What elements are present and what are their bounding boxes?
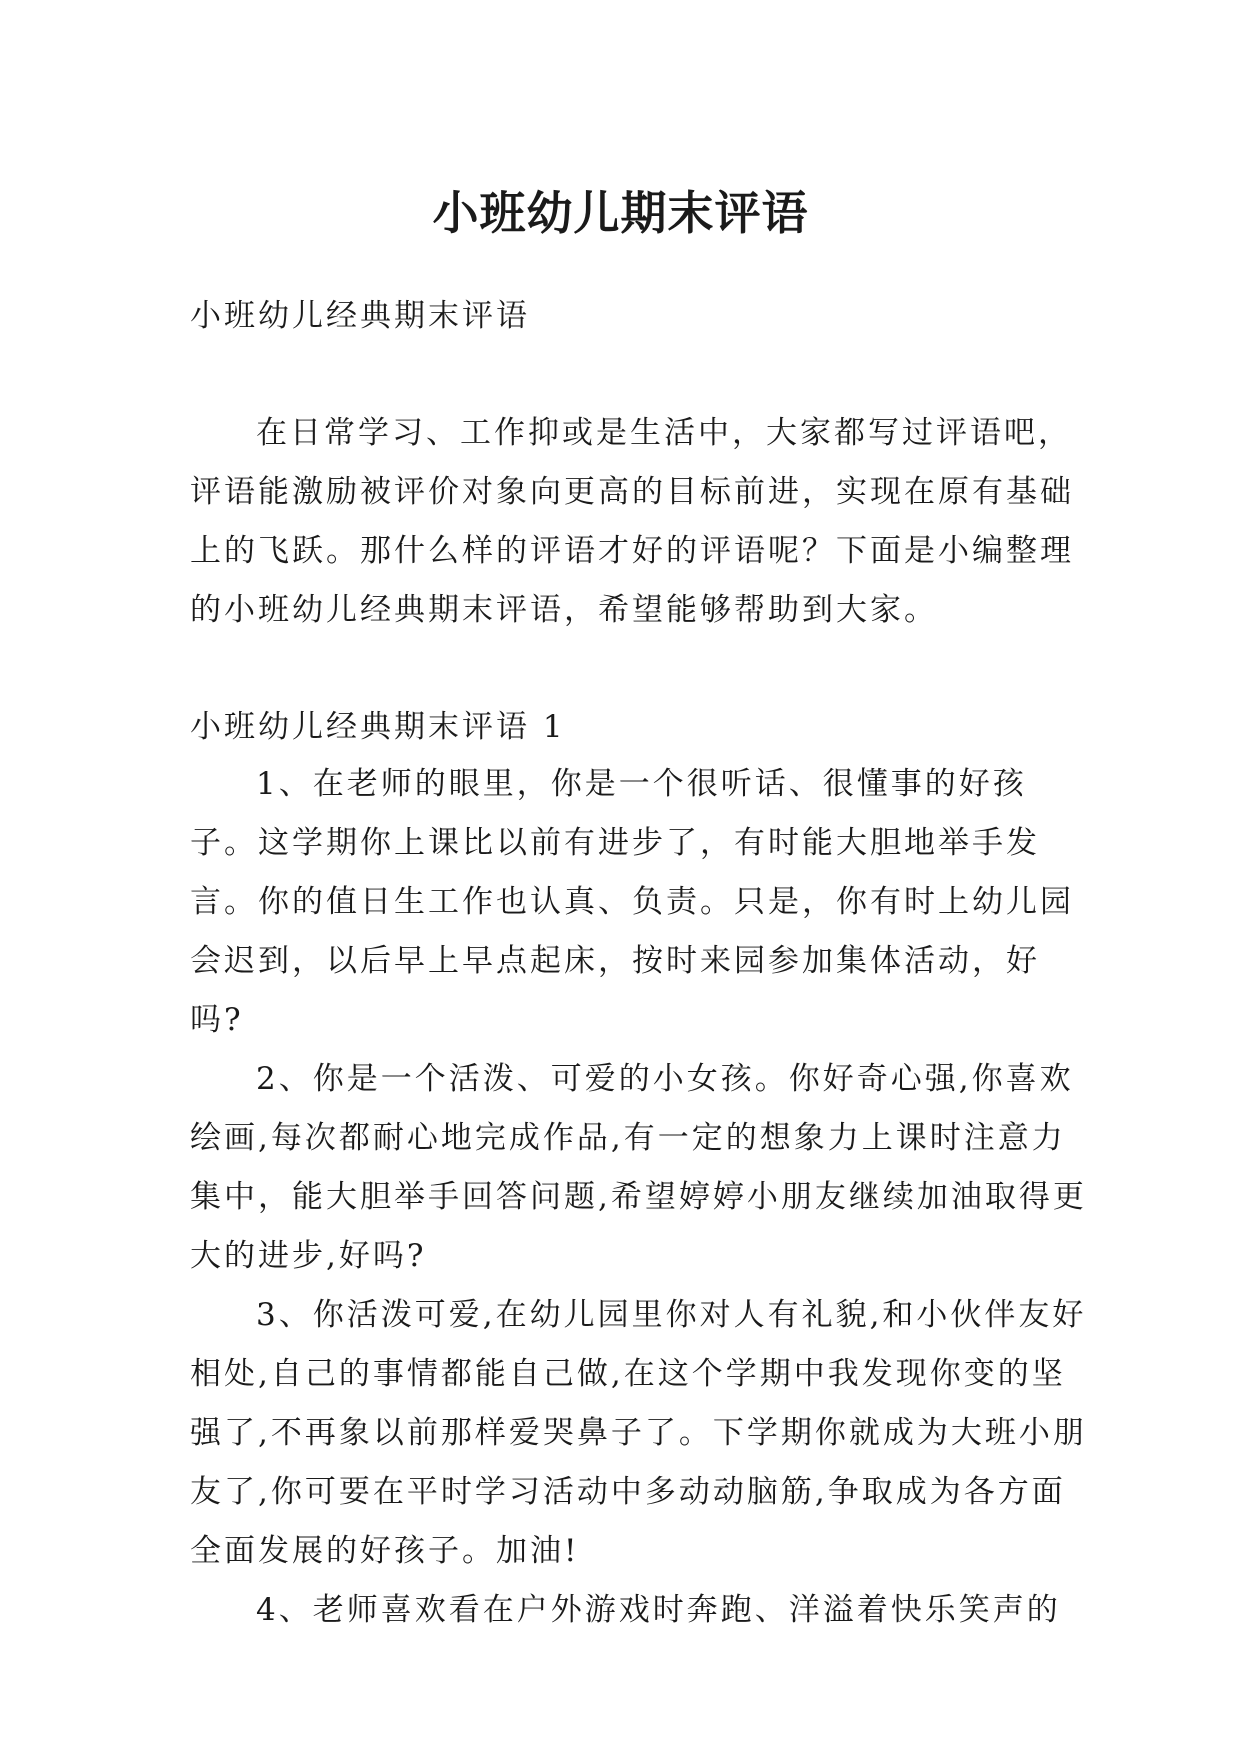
comment-item-1: 1、在老师的眼里，你是一个很听话、很懂事的好孩子。这学期你上课比以前有进步了，有时能大胆地举手发言。你的值日生工作也认真、负责。只是，你有时上幼儿园会迟到，以后早上早点起床，按时来园参加集体活动，好吗? [190,766,1074,1038]
document-subtitle: 小班幼儿经典期末评语 [190,298,530,334]
comment-item-3: 3、你活泼可爱,在幼儿园里你对人有礼貌,和小伙伴友好相处,自己的事情都能自己做,在这个学期中我发现你变的坚强了,不再象以前那样爱哭鼻子了。下学期你就成为大班小朋友了,你可要在平时学习活动中多动动脑筋,争取成为各方面全面发展的好孩子。加油! [190,1297,1087,1569]
intro-paragraph: 在日常学习、工作抑或是生活中，大家都写过评语吧，评语能激励被评价对象向更高的目标前进，实现在原有基础上的飞跃。那什么样的评语才好的评语呢？下面是小编整理的小班幼儿经典期末评语，希望能够帮助到大家。 [190,415,1074,628]
comment-item-2: 2、你是一个活泼、可爱的小女孩。你好奇心强,你喜欢绘画,每次都耐心地完成作品,有一定的想象力上课时注意力集中，能大胆举手回答问题,希望婷婷小朋友继续加油取得更大的进步,好吗? [190,1061,1087,1274]
document-title: 小班幼儿期末评语 [432,185,809,240]
comment-item-4: 4、老师喜欢看在户外游戏时奔跑、洋溢着快乐笑声的 [256,1592,1061,1628]
section-heading: 小班幼儿经典期末评语 1 [190,709,566,745]
comment-list [190,755,1090,1640]
